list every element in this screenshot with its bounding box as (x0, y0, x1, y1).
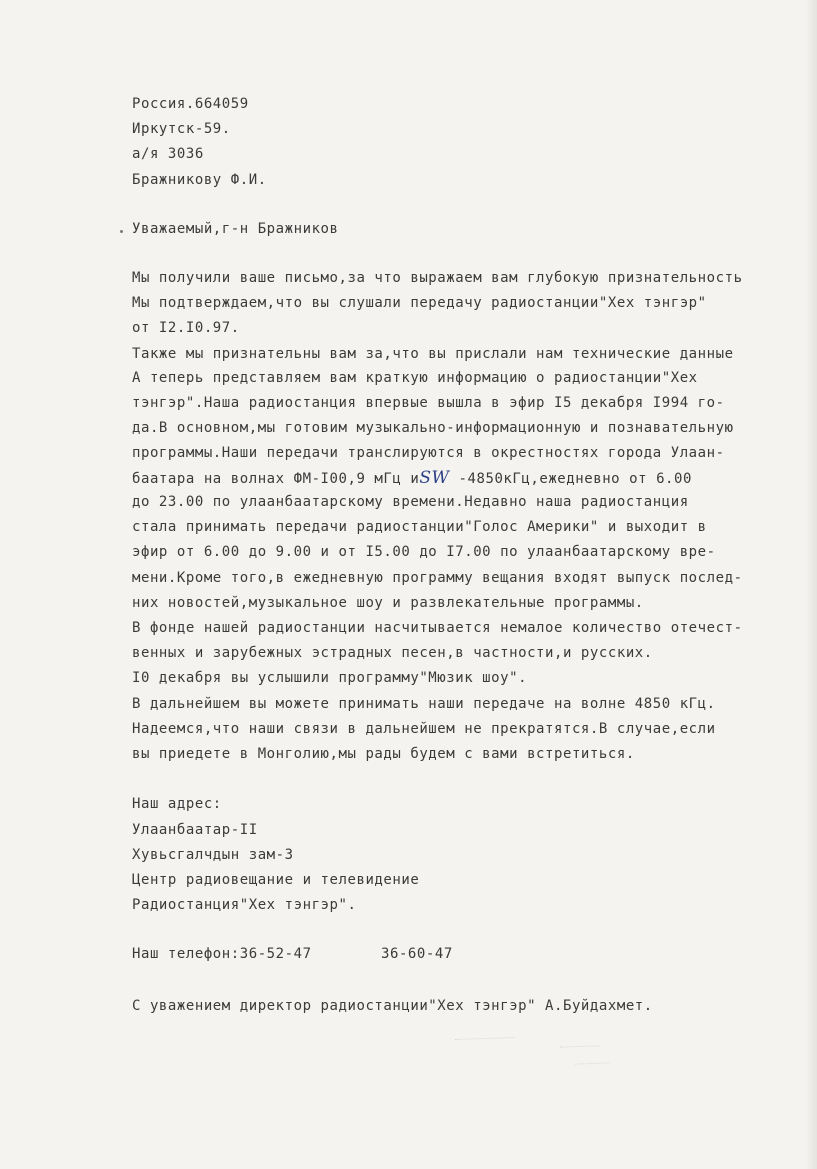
body-line: Мы получили ваше письмо,за что выражаем вам глубокую признательность (132, 270, 743, 286)
our-address-city: Улаанбаатар-II (132, 822, 258, 838)
body-text: баатара на волнах ФМ-I00,9 мГц и (132, 471, 420, 487)
body-line: них новостей,музыкальное шоу и развлекательные программы. (132, 595, 644, 611)
faint-bleed-through (560, 1045, 600, 1057)
body-text: -4850кГц,ежедневно от 6.00 (449, 471, 692, 487)
body-line: Также мы признательны вам за,что вы прислали нам технические данные (132, 346, 734, 362)
body-line: от I2.I0.97. (132, 320, 240, 336)
faint-bleed-through (575, 1062, 610, 1074)
margin-dot (120, 230, 123, 233)
signature-line: С уважением директор радиостанции"Хех тэнгэр" А.Буйдахмет. (132, 998, 653, 1014)
body-line: программы.Наши передачи транслируются в окрестностях города Улаан- (132, 445, 725, 461)
body-line: эфир от 6.00 до 9.00 и от I5.00 до I7.00 по улаанбаатарскому вре- (132, 544, 716, 560)
faint-bleed-through (455, 1037, 515, 1050)
body-line: стала принимать передачи радиостанции"Голос Америки" и выходит в (132, 519, 707, 535)
body-line-frequencies (132, 468, 692, 488)
body-line: до 23.00 по улаанбаатарскому времени.Недавно наша радиостанция (132, 494, 689, 510)
body-line: венных и зарубежных эстрадных песен,в частности,и русских. (132, 645, 653, 661)
phone-secondary: 36-60-47 (381, 946, 453, 962)
our-address-label: Наш адрес: (132, 796, 222, 812)
body-line: В фонде нашей радиостанции насчитывается немалое количество отечест- (132, 620, 743, 636)
our-address-station: Радиостанция"Хех тэнгэр". (132, 897, 357, 913)
our-address-organization: Центр радиовещание и телевидение (132, 872, 420, 888)
recipient-name: Бражникову Ф.И. (132, 172, 267, 188)
body-line: А теперь представляем вам краткую информацию о радиостанции"Хех (132, 370, 698, 386)
body-line: Мы подтверждаем,что вы слушали передачу радиостанции"Хех тэнгэр" (132, 295, 707, 311)
body-line: I0 декабря вы услышили программу"Мюзик шоу". (132, 670, 528, 686)
greeting: Уважаемый,г-н Бражников (132, 221, 339, 237)
handwritten-sw-note: SW (419, 468, 450, 488)
phone-primary: Наш телефон:36-52-47 (132, 946, 312, 962)
body-line: тэнгэр".Наша радиостанция впервые вышла в эфир I5 декабря I994 го- (132, 395, 725, 411)
page-edge-shadow (805, 0, 817, 1169)
body-line: В дальнейшем вы можете принимать наши передаче на волне 4850 кГц. (132, 696, 716, 712)
recipient-po-box: а/я 3036 (132, 146, 204, 162)
recipient-country-postcode: Россия.664059 (132, 96, 249, 112)
body-line: вы приедете в Монголию,мы рады будем с вами встретиться. (132, 746, 635, 762)
body-line: да.В основном,мы готовим музыкально-информационную и познавательную (132, 420, 734, 436)
body-line: мени.Кроме того,в ежедневную программу вещания входят выпуск послед- (132, 570, 743, 586)
recipient-city: Иркутск-59. (132, 121, 231, 137)
our-address-street: Хувьсгалчдын зам-3 (132, 847, 294, 863)
body-line: Надеемся,что наши связи в дальнейшем не прекратятся.В случае,если (132, 721, 716, 737)
